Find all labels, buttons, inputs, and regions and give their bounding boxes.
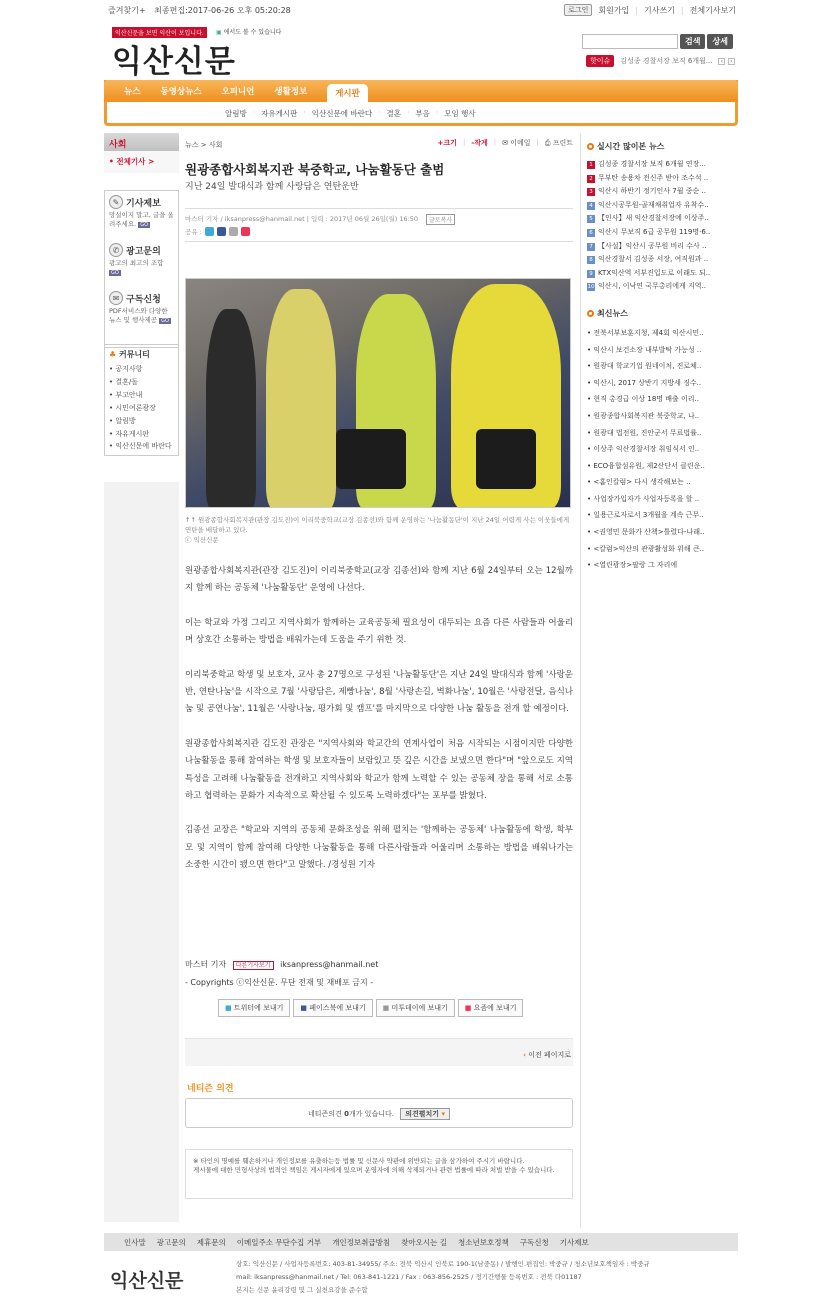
paragraph: 이리북중학교 학생 및 보호자, 교사 총 27명으로 구성된 '나눔활동단'은 지난 24일 발대식과 함께 '사랑운반, 연탄나눔'을 시작으로 7월 '사랑담은, 제빵나눔', 8월 '사랑손길, 벽화나눔', 10월은 '사랑전달, 음식나눔 및 공연나눔', 11월은 '사랑나눔, 평가회 및 캠프'를 마지막으로 다양한 나눔 활동을 전개 할 예정이다. [185,669,573,715]
reporter-email[interactable]: iksanpress@hanmail.net [280,960,379,969]
subnav-obit[interactable]: 부음 [415,109,430,118]
comments-count: 0 [344,1110,349,1118]
pen-icon: ✎ [109,195,123,209]
prev-bar [185,1038,573,1066]
breadcrumb: 뉴스 > 사회 [185,141,223,149]
footer-logo: 익산신문 [110,1270,184,1292]
join-link[interactable]: 회원가입 [598,5,630,15]
article-title: 원광종합사회복지관 북중학교, 나눔활동단 출범 [185,162,445,177]
share-buttons [218,999,523,1017]
chevron-down-icon: ▾ [441,1110,445,1118]
search-input[interactable] [582,34,678,49]
paragraph: 원광종합사회복지관 김도진 관장은 "지역사회와 학교간의 연계사업이 처음 시작되는 시점이지만 다양한 나눔활동을 통해 참여하는 학생 및 보호자들이 보람있고 뜻 깊은 시간을 보냈으면 한다"며 "앞으로도 지역 특성을 고려해 나눔활동을 전개하고 지역사회와 학교가 함께 노력할 수 있는 공동체 장을 통해 서로 소통하고 협력하는 문화가 지속적으로 확산될 수 있도록 노력하겠다"는 포부를 밝혔다. [185,738,573,802]
font-smaller-button[interactable]: -작게 [471,139,488,147]
community-item[interactable]: • 결혼/돌 [109,378,139,386]
article-tools: +크기 | -작게 | ✉ 이메일 | ⎙ 프린트 [437,138,573,147]
paragraph: 김종선 교장은 "학교와 지역의 공동체 문화조성을 위해 펼치는 '함께하는 공동체' 나눔활동에 학생, 학부모 및 지역이 함께 참여해 다양한 나눔활동을 통해 다른사람들과 어울리며 소통하는 방법을 배워나가는 소중한 시간이 됐으면 한다"고 말했다. /경성원 기자 [185,825,573,871]
nav-video[interactable]: 동영상뉴스 [160,87,202,97]
community-item[interactable]: • 자유게시판 [109,430,150,438]
megaphone-icon: ✆ [109,243,123,257]
community-item[interactable]: • 공지사항 [109,365,143,373]
footer-info: 상호: 익산신문 / 사업자등록번호: 403-81-34955/ 주소: 전북 익산시 인북로 190-1(남중동) / 발행인.편집인: 박중규 / 청소년보호책임자 : 박중규 mail: iksanpress@hanmail.net / Tel: 063-841-1221 / Fax : 063-856-2525 / 정기간행물 등록번호 : 전북 다01187 본지는 신문 윤리강령 및 그 실천요강을 준수합 [236,1260,650,1294]
footer-link[interactable]: 이메일주소 무단수집 거부 [236,1237,322,1247]
comments-box: 네티즌의견 0개가 있습니다. 의견펼치기 ▾ [185,1098,573,1128]
expand-comments-button[interactable]: 의견펼치기 ▾ [400,1108,450,1120]
latest-list [587,325,738,574]
comment-notice: ※ 타인의 명예를 훼손하거나 개인정보를 유출하는등 법률 및 신문사 약관에 위반되는 글을 삼가하여 주시기 바랍니다. 게시물에 대한 민형사상의 법적인 책임은 게시자에게 있으며 운영자에 의해 삭제되거나 관련 법률에 따라 처벌 받을 수 있습니다. [185,1149,573,1199]
detail-search-button[interactable]: 상세 [707,34,732,49]
list-item[interactable]: 1 김성종 경찰서장 보직 6개월 연장... [587,158,735,172]
page [104,0,738,1303]
subnav-events[interactable]: 모임 행사 [444,109,476,118]
list-item[interactable]: • <열린광장>팔랑 그 자리에 [587,561,678,570]
font-larger-button[interactable]: +크기 [437,139,457,147]
list-item[interactable]: 6 익산시 무보직 6급 공무원 119명·6.. [587,226,735,240]
share-twitter-button[interactable]: ■ 트위터에 보내기 [218,999,290,1017]
list-item[interactable]: 2 무부탄 송용차 전신주 받아 조수석 .. [587,172,735,186]
list-item[interactable]: • ECO융합섬유원, 제2산단서 클린운.. [587,461,705,470]
left-column [104,133,179,173]
byline: 마스터 기자 / iksanpress@hanmail.net | 입력 : 2017년 06월 26일(월) 16:50 [185,215,419,223]
copyright: - Copyrights ⓒ익산신문. 무단 전재 및 재배포 금지 - [185,978,374,987]
list-item[interactable]: 5 【인사】새 익산경찰서장에 이상주.. [587,212,735,226]
bullet-icon [587,143,594,150]
popular-list [587,158,738,294]
subnav-notice[interactable]: 알림방 [225,109,247,118]
other-articles-button[interactable]: 다른기사보기 [233,961,274,970]
footer-link[interactable]: 제휴문의 [196,1237,226,1247]
paragraph: 이는 학교와 가정 그리고 지역사회가 함께하는 교육공동체 필요성이 대두되는 요즘 다른 사람들과 어울리며 상호간 소통하는 방법을 배워가는데 도움을 주기 위한 것. [185,617,573,646]
next-arrow-icon[interactable]: › [728,58,735,65]
paragraph: 원광종합사회복지관(관장 김도진)이 이리북중학교(교장 김종선)와 함께 지난 6월 24일부터 오는 12월까지 함께 하는 공동체 '나눔활동단' 운영에 나선다. [185,566,573,594]
article-photo [185,278,571,508]
list-item[interactable]: • 일용근로자로서 3개월을 계속 근무.. [587,511,704,520]
email-icon: ✉ [502,139,508,147]
copy-button[interactable]: 글로복사 [426,214,455,225]
list-item[interactable]: • 현직 총경급 이상 18명 배출 이리.. [587,395,699,404]
nav-board[interactable]: 게시판 [327,84,368,102]
footer-link[interactable]: 찾아오시는 길 [401,1237,448,1247]
list-item[interactable]: 7 【사설】익산시 공무원 비리 수사 .. [587,240,735,254]
article-subtitle: 지난 24일 발대식과 함께 사랑담은 연탄운반 [185,182,359,192]
sub-nav: 알림방 · 자유게시판 · 익산신문에 바란다 · 결혼 · 부음 · 모임 행사 [225,108,476,118]
share-facebook-button[interactable]: ■ 페이스북에 보내기 [293,999,372,1017]
list-item[interactable]: 9 KTX익산역 서부진입도로 이래도 되.. [587,267,735,281]
all-news-link[interactable]: 전체기사보기 [689,5,736,15]
list-item[interactable]: • 이상주 익산경찰서장 취임식서 인.. [587,445,700,454]
twitter-icon[interactable] [205,227,214,236]
hot-issue-label: 핫이슈 [586,55,614,67]
list-item[interactable]: • 원광대 법전원, 진안군서 무료법률.. [587,428,702,437]
subnav-wish[interactable]: 익산신문에 바란다 [311,109,373,118]
list-item[interactable]: • <권영민 문화가 산책>틀렸다-나래.. [587,528,705,537]
tip-box[interactable]: ✎ 기사제보 망설이지 말고, 글을 올려주세요. GO [105,191,178,239]
login-button[interactable]: 로그인 [564,4,592,16]
community-item[interactable]: • 시민여론광장 [109,404,156,412]
list-item[interactable]: • 전북서부보훈지청, 제4회 익산시민.. [587,328,704,337]
hot-issue [586,55,735,67]
print-button[interactable]: ⎙ 프린트 [544,139,573,147]
list-item[interactable]: • 익산시, 2017 상반기 지방세 징수.. [587,378,702,387]
prev-page-link[interactable]: ‹ 이전 페이지로 [523,1051,571,1059]
footer-link[interactable]: 기사제보 [559,1237,589,1247]
list-item[interactable]: • <칼럼>익산의 관광활성화 위해 큰.. [587,544,705,553]
article-meta [185,208,573,242]
newspaper-icon: ✉ [109,291,123,305]
popular-title: 실시간 많이본 뉴스 [587,141,738,152]
list-item[interactable]: 8 익산경찰서 김성종 서장, 여직원과 .. [587,253,735,267]
share-row: 공유 : [185,227,250,236]
footer-link[interactable]: 청소년보호정책 [458,1237,509,1247]
nav-opinion[interactable]: 오피니언 [221,87,255,97]
comments-title: 네티즌 의견 [187,1084,234,1094]
left-filler [104,482,179,1222]
community-item[interactable]: • 부고안내 [109,391,143,399]
nav-life[interactable]: 생활정보 [274,87,308,97]
footer-nav [104,1233,738,1251]
site-logo[interactable]: 익산신문 [112,44,236,80]
article-body [185,563,573,892]
email-button[interactable]: ✉ 이메일 [502,139,531,147]
last-edit-text: 최종편집:2017-06-26 오후 05:20:28 [154,6,291,15]
logo-slogan: 익산신문을 보면 익산이 보입니다. [112,27,207,38]
write-link[interactable]: 기사쓰기 [644,5,675,15]
list-item[interactable]: 3 익산시 하반기 정기인사 7월 중순 .. [587,185,735,199]
photo-caption: ↑↑ 원광종합사회복지관(관장 김도진)이 이리북중학교(교장 김종선)와 함께 운영하는 '나눔활동단'이 지난 24일 어렵게 사는 이웃들에게 연탄을 배달하고 있다. ⓒ 익산신문 [185,516,570,544]
share-me2day-button[interactable]: ■ 미투데이에 보내기 [376,999,455,1017]
subscribe-box[interactable]: ✉ 구독신청 PDF서비스와 다양한 뉴스 및 행사제공 GO [105,287,178,335]
latest-title: 최신뉴스 [587,308,738,319]
list-item[interactable]: • 익산시 보건소장 내부발탁 가능성 .. [587,345,702,354]
nav-news[interactable]: 뉴스 [124,87,141,97]
community-icon: ♣ [109,350,117,359]
prev-arrow-icon[interactable]: ‹ [718,58,725,65]
footer-link[interactable]: 구독신청 [519,1237,549,1247]
list-item[interactable]: • 사업장가입자가 사업자등록을 할 .. [587,494,700,503]
list-item[interactable]: • 원광대 학교기업 원네이처, 진로체.. [587,362,702,371]
bookmark-link[interactable]: 즐겨찾기+ [108,6,146,15]
me2day-icon[interactable] [229,227,238,236]
subnav-free[interactable]: 자유게시판 [261,109,298,118]
main-nav [104,80,738,126]
list-item[interactable]: 4 익산시공무원-골재채취업자 유착수.. [587,199,735,213]
list-item[interactable]: • 원광종합사회복지관 북중학교, 나.. [587,411,700,420]
subnav-wedding[interactable]: 결혼 [386,109,401,118]
bullet-icon [587,310,594,317]
search-area [582,34,733,49]
ad-box[interactable]: ✆ 광고문의 광고의 최고의 조합 GO [105,239,178,287]
list-item[interactable]: 10 익산시, 이낙연 국무총리에게 지역.. [587,282,707,291]
yozm-icon[interactable] [241,227,250,236]
list-item[interactable]: • <홈인칼럼> 다시 생각해보는 .. [587,478,691,487]
footer-link[interactable]: 광고문의 [156,1237,186,1247]
all-articles-link[interactable]: • 전체기사 > [104,151,179,173]
footer-link[interactable]: 인사말 [124,1237,146,1247]
service-boxes [104,190,179,348]
mobile-notice: ▣ 에서도 볼 수 있습니다 [216,29,282,36]
right-column [580,133,738,1228]
community-box: ♣ 커뮤니티 • 공지사항 • 결혼/돌 • 부고안내 • 시민여론광장 • 알림방 • 자유게시판 • 익산신문에 바란다 [104,344,179,456]
reporter-sign: 마스터 기자 다른기사보기 iksanpress@hanmail.net [185,960,379,969]
print-icon: ⎙ [544,139,551,147]
section-title: 사회 [104,133,179,151]
community-item[interactable]: • 익산신문에 바란다 [109,442,172,450]
search-button[interactable]: 검색 [680,34,705,49]
facebook-icon[interactable] [217,227,226,236]
community-item[interactable]: • 알림방 [109,417,136,425]
hot-issue-link[interactable]: 김성종 경찰서장 보직 6개월... [620,57,713,65]
share-yozm-button[interactable]: ■ 요즘에 보내기 [458,999,524,1017]
footer-link[interactable]: 개인정보취급방침 [332,1237,391,1247]
top-bar: 즐겨찾기+ 최종편집:2017-06-26 오후 05:20:28 로그인 회원가입 | 기사쓰기 | 전체기사보기 [108,5,736,15]
